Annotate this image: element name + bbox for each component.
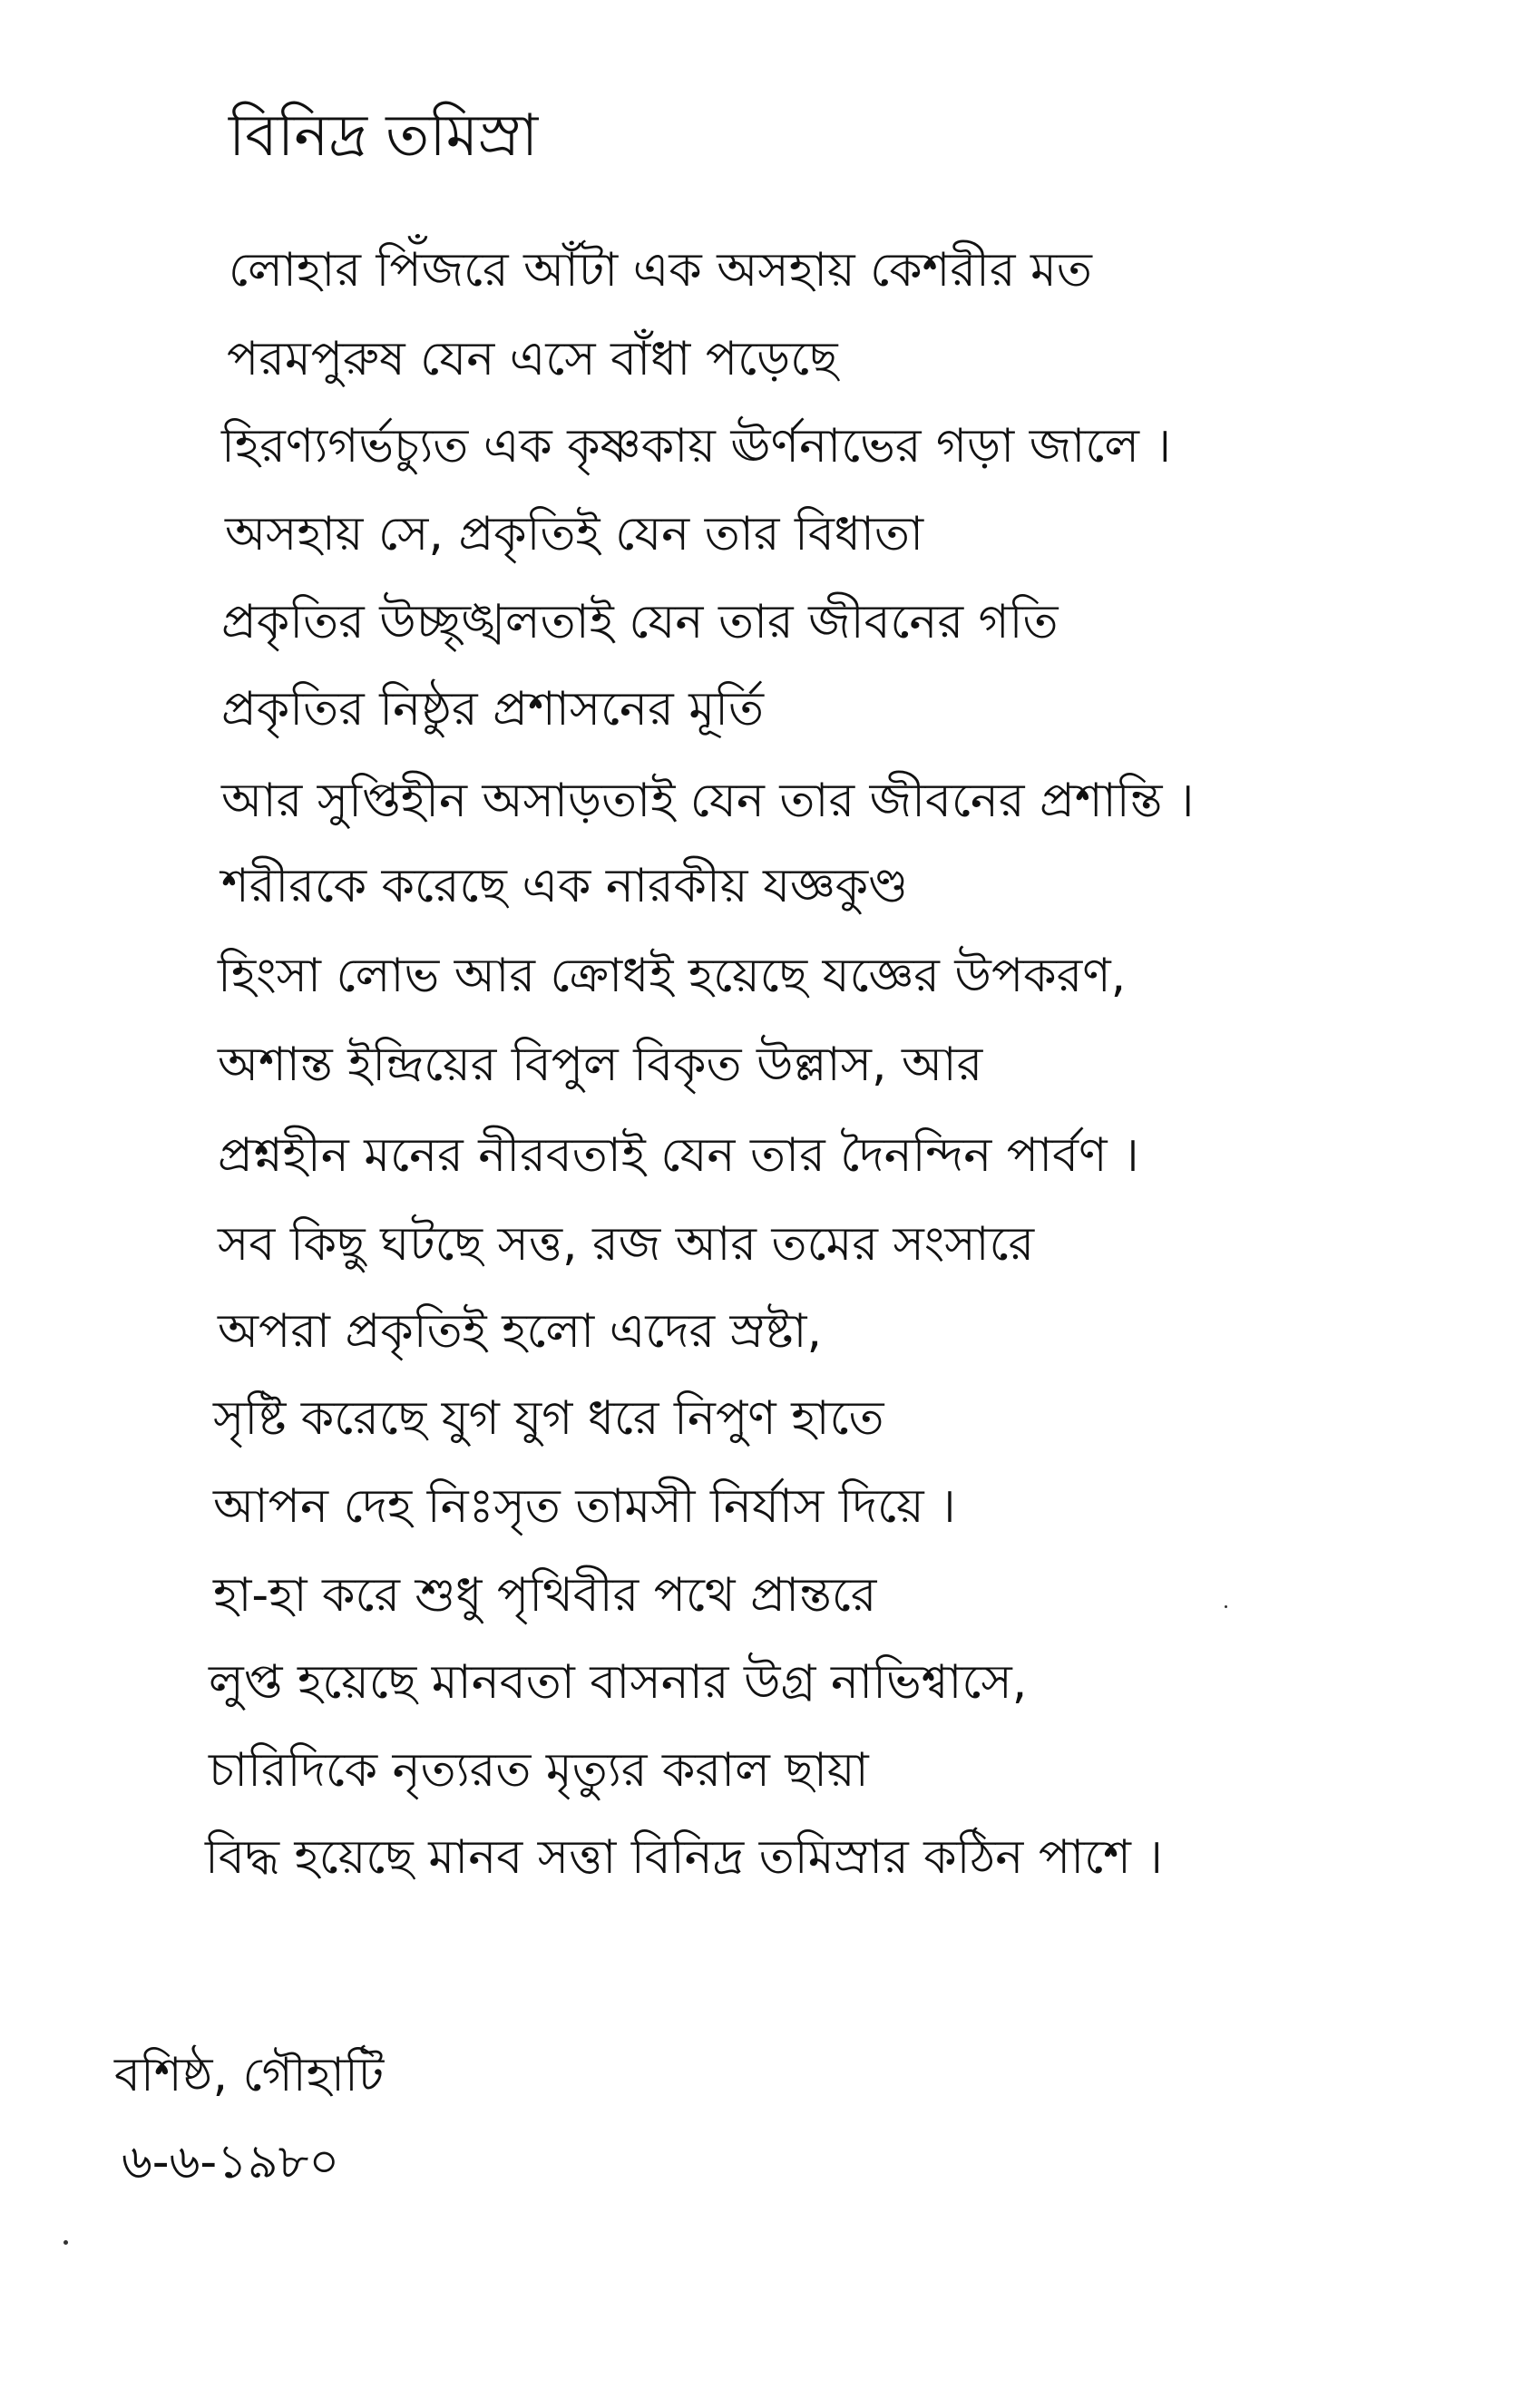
ink-speck — [63, 2240, 68, 2245]
poem-line: আপন দেহ নিঃসৃত তামসী নির্যাস দিয়ে । — [213, 1479, 956, 1534]
poem-line: অশান্ত ইন্দ্রিয়ের বিপুল বিকৃত উল্লাস, আর — [218, 1038, 983, 1092]
poem-line: চারিদিকে নৃত্যরত মৃত্যুর করাল ছায়া — [209, 1743, 869, 1798]
poem-line: বিদ্ধ হয়েছে মানব সত্তা বিনিদ্র তমিস্রার কঠিন পাশে । — [205, 1830, 1163, 1885]
poem-line: প্রশ্নহীন মনের নীরবতাই যেন তার দৈনন্দিন পার্বণ । — [218, 1128, 1139, 1183]
poem-line: সব কিছু ঘটছে সত্ত, রজ আর তমের সংসারে — [218, 1217, 1035, 1272]
poem-line: পরমপুরুষ যেন এসে বাঁধা পড়েছে — [227, 332, 838, 386]
poem-line: প্রকৃতির নিষ্ঠুর প্রশাসনের মূর্তি — [221, 682, 764, 736]
poem-line: হা-হা করে শুধু পৃথিবীর পথে প্রান্তরে — [213, 1568, 877, 1623]
poem-line: সৃষ্টি করেছে যুগ যুগ ধরে নিপুণ হাতে — [213, 1391, 884, 1446]
poem-line: আর সুপ্তিহীন অসাড়তাই যেন তার জীবনের প্রশান্তি । — [221, 774, 1195, 828]
date: ৬-৬-১৯৮০ — [122, 2135, 340, 2189]
poem-line: লুপ্ত হয়েছে মানবতা বাসনার উগ্র নাভিশ্বাসে, — [209, 1655, 1028, 1710]
poem-line: প্রকৃতির উচ্ছৃঙ্খলতাই যেন তার জীবনের গতি — [221, 595, 1059, 649]
poem-line: হিংসা লোভ আর ক্রোধই হয়েছে যজ্ঞের উপকরণ, — [218, 949, 1127, 1003]
place-signature: বশিষ্ঠ, গৌহাটি — [114, 2048, 385, 2102]
poem-title: বিনিদ্র তমিস্রা — [229, 102, 539, 170]
poem-line: অসহায় সে, প্রকৃতিই যেন তার বিধাতা — [225, 507, 924, 561]
poem-line: শরীরকে করেছে এক নারকীয় যজ্ঞকুণ্ড — [221, 859, 909, 913]
poem-line: হিরণ্যগর্ভচ্যুত এক কৃষ্ণকায় ঊর্ণনাভের গড়া জালে । — [221, 419, 1172, 473]
poem-line: লোহার পিঁজরে আঁটা এক অসহায় কেশরীর মত — [229, 243, 1092, 297]
poem-line: অপরা প্রকৃতিই হলো এদের স্রষ্টা, — [218, 1304, 823, 1359]
ink-speck — [1225, 1605, 1227, 1608]
